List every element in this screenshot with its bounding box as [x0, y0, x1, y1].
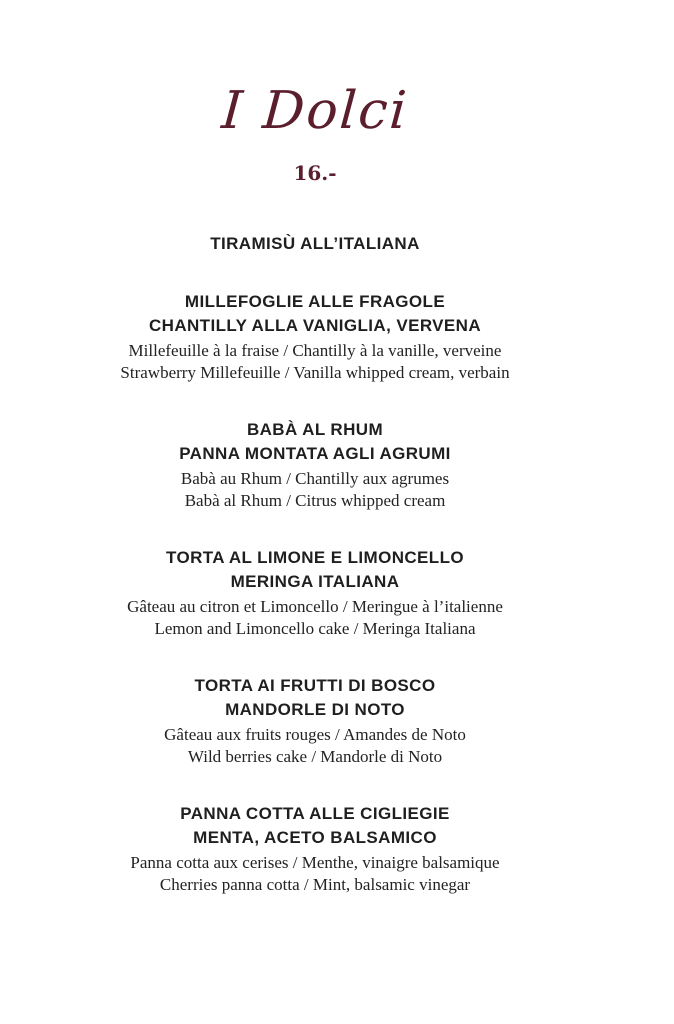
item-names	[0, 546, 630, 594]
item-description-line: Millefeuille à la fraise / Chantilly à la vanille, verveine	[128, 341, 502, 360]
item-descriptions	[0, 724, 630, 768]
item-description-line: Lemon and Limoncello cake / Meringa Italiana	[154, 619, 476, 638]
menu-item	[0, 802, 630, 896]
item-names	[0, 290, 630, 338]
item-name-line: CHANTILLY ALLA VANIGLIA, VERVENA	[148, 316, 482, 335]
item-description-line: Gâteau au citron et Limoncello / Meringue à l’italienne	[127, 597, 503, 616]
item-descriptions	[0, 852, 630, 896]
menu-item	[0, 418, 630, 512]
menu-items	[0, 232, 630, 896]
item-name-line: BABÀ AL RHUM	[246, 420, 384, 439]
menu-title: I Dolci	[219, 81, 411, 141]
menu-item	[0, 674, 630, 768]
item-name-line: MILLEFOGLIE ALLE FRAGOLE	[184, 292, 446, 311]
item-name-line: MERINGA ITALIANA	[230, 572, 400, 591]
item-name-line: TIRAMISÙ ALL’ITALIANA	[210, 234, 420, 253]
item-description-line: Babà au Rhum / Chantilly aux agrumes	[180, 469, 450, 488]
item-names	[0, 232, 630, 256]
menu-item	[0, 232, 630, 256]
item-description-line: Gâteau aux fruits rouges / Amandes de Noto	[164, 725, 466, 744]
item-names	[0, 418, 630, 466]
item-description-line: Babà al Rhum / Citrus whipped cream	[184, 491, 446, 510]
menu-item	[0, 290, 630, 384]
item-description-line: Cherries panna cotta / Mint, balsamic vinegar	[159, 875, 471, 894]
item-descriptions	[0, 340, 630, 384]
item-name-line: MANDORLE DI NOTO	[225, 700, 405, 719]
item-name-line: TORTA AL LIMONE E LIMONCELLO	[166, 548, 464, 567]
item-description-line: Panna cotta aux cerises / Menthe, vinaigre balsamique	[130, 853, 500, 872]
item-name-line: PANNA MONTATA AGLI AGRUMI	[179, 444, 451, 463]
item-name-line: PANNA COTTA ALLE CIGLIEGIE	[180, 804, 450, 823]
item-names	[0, 802, 630, 850]
item-names	[0, 674, 630, 722]
item-description-line: Wild berries cake / Mandorle di Noto	[187, 747, 443, 766]
item-name-line: TORTA AI FRUTTI DI BOSCO	[194, 676, 436, 695]
item-name-line: MENTA, ACETO BALSAMICO	[193, 828, 437, 847]
menu-item	[0, 546, 630, 640]
item-description-line: Strawberry Millefeuille / Vanilla whipped cream, verbain	[120, 363, 510, 382]
item-descriptions	[0, 468, 630, 512]
menu-price: 16.-	[293, 161, 337, 185]
item-descriptions	[0, 596, 630, 640]
